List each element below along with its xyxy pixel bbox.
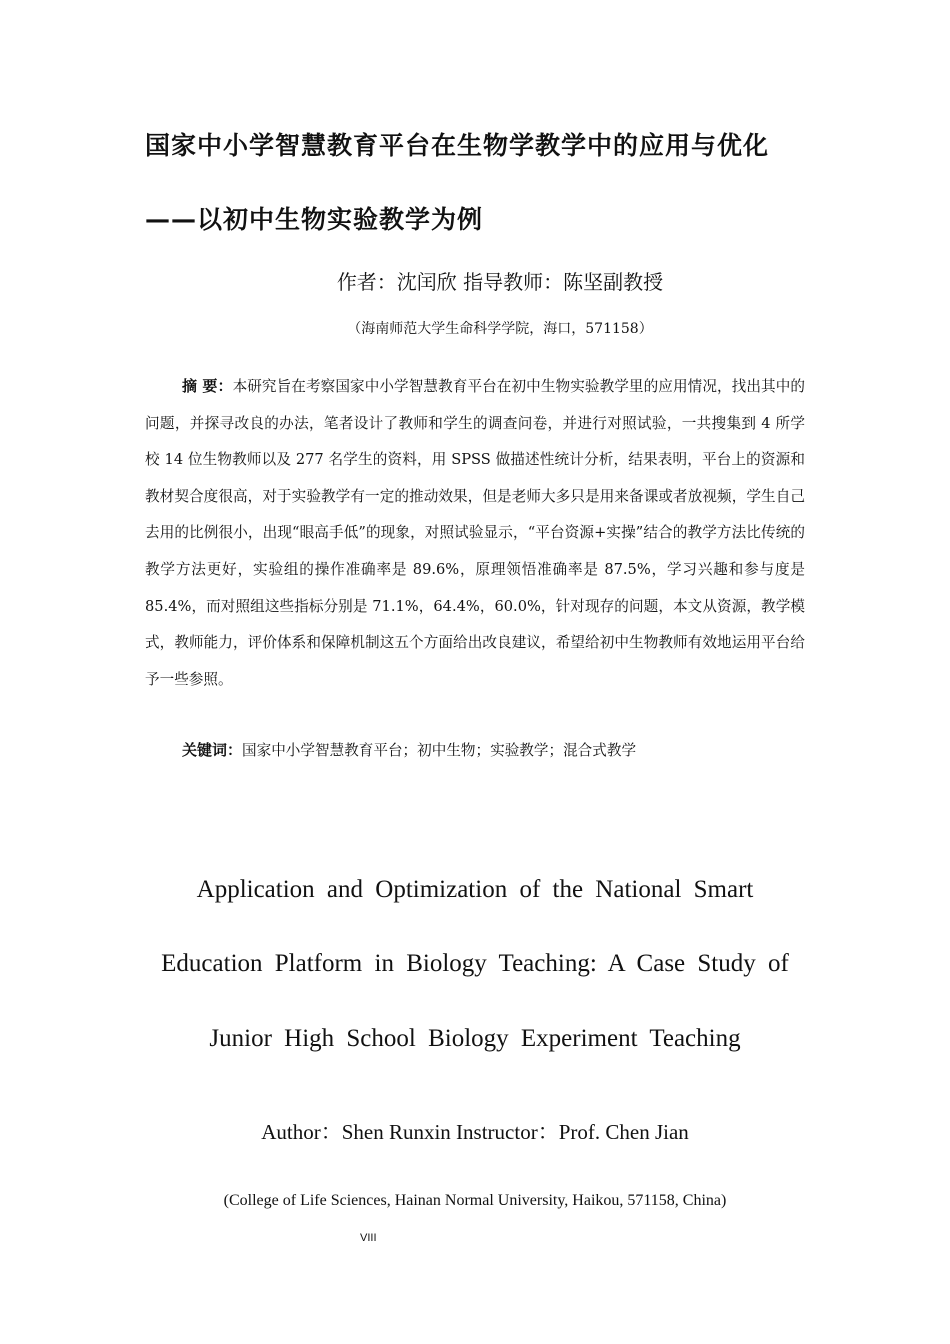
- page-number: VIII: [360, 1232, 377, 1244]
- english-author-line: Author：Shen Runxin Instructor：Prof. Chen Jian: [261, 1120, 689, 1144]
- english-title-line-2: Education Platform in Biology Teaching: A Case Study of: [161, 950, 789, 977]
- chinese-abstract: [145, 368, 805, 698]
- chinese-author-line: 作者：沈闰欣 指导教师：陈坚副教授: [336, 270, 664, 294]
- abstract-label: 摘 要：: [182, 377, 233, 395]
- keywords-label: 关键词：: [182, 741, 243, 759]
- abstract-text: 本研究旨在考察国家中小学智慧教育平台在初中生物实验教学里的应用情况，找出其中的问题，并探寻改良的办法，笔者设计了教师和学生的调查问卷，并进行对照试验，一共搜集到 4 所学校 14 位生物教师以及 277 名学生的资料，用 SPSS 做描述性统计分析，结果表明，平台上的资源和教材契合度很高，对于实验教学有一定的推动效果，但是老师大多只是用来备课或者放视频，学生自己去用的比例很小，出现“眼高手低”的现象，对照试验显示，“平台资源+实操”结合的教学方法比传统的教学方法更好，实验组的操作准确率是 89.6%，原理领悟准确率是 87.5%，学习兴趣和参与度是 85.4%，而对照组这些指标分别是 71.1%，64.4%，60.0%，针对现存的问题，本文从资源，教学模式，教师能力，评价体系和保障机制这五个方面给出改良建议，希望给初中生物教师有效地运用平台给予一些参照。: [145, 378, 805, 688]
- english-title-line-1: Application and Optimization of the National Smart: [196, 876, 754, 903]
- english-title-line-3: Junior High School Biology Experiment Teaching: [209, 1025, 741, 1052]
- chinese-keywords: [182, 736, 636, 765]
- chinese-title-line-1: 国家中小学智慧教育平台在生物学教学中的应用与优化: [145, 131, 770, 160]
- english-affiliation: (College of Life Sciences, Hainan Normal University, Haikou, 571158, China): [223, 1192, 727, 1209]
- chinese-affiliation: （海南师范大学生命科学学院，海口，571158）: [347, 321, 653, 337]
- keywords-text: 国家中小学智慧教育平台；初中生物；实验教学；混合式教学: [242, 742, 637, 759]
- chinese-title-line-2: ——以初中生物实验教学为例: [145, 205, 484, 234]
